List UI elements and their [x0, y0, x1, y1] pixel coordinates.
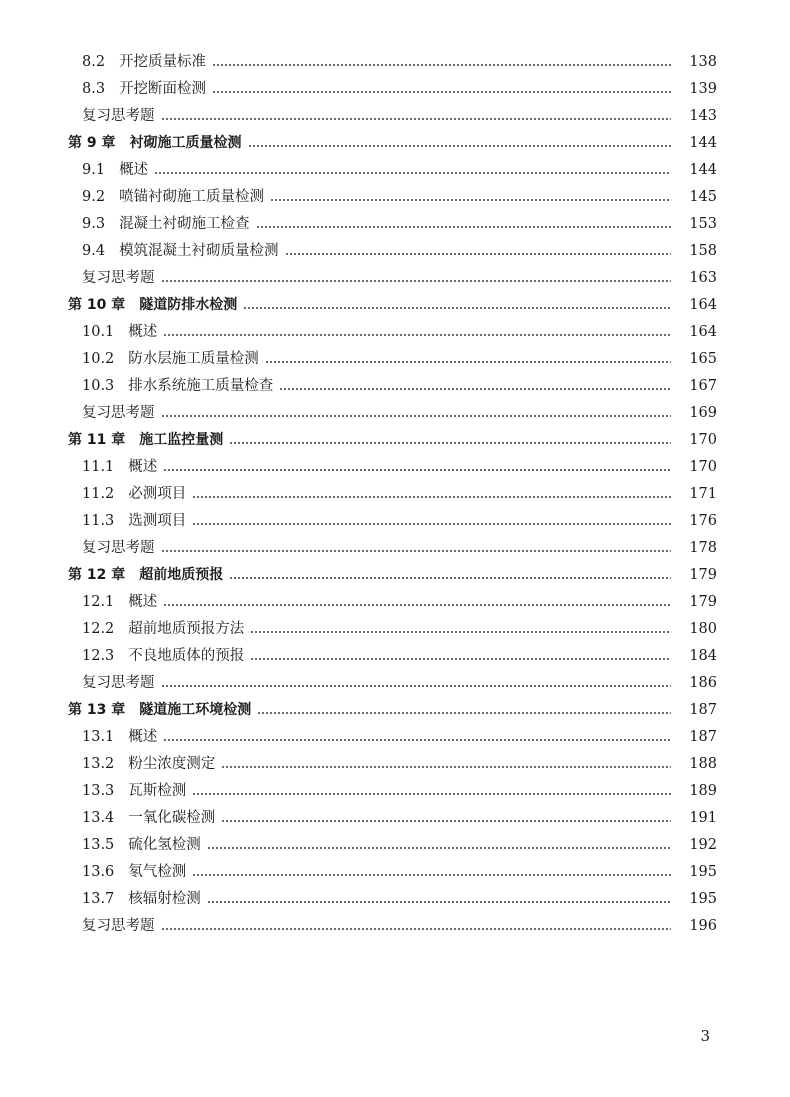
- toc-section-row[interactable]: [0, 319, 790, 346]
- toc-entry-title: 概述: [119, 162, 149, 178]
- toc-entry-page: 189: [689, 783, 717, 799]
- toc-entry-number: 9.3: [82, 216, 106, 232]
- toc-entry-title: 必测项目: [128, 486, 187, 502]
- dot-leader: [192, 874, 671, 876]
- toc-entry-title: 衬砌施工质量检测: [129, 135, 242, 151]
- dot-leader: [285, 253, 671, 255]
- toc-entry-number: 8.3: [82, 81, 106, 97]
- toc-entry-title: 混凝土衬砌施工检查: [119, 216, 250, 232]
- toc-entry-page: 144: [689, 162, 717, 178]
- toc-entry-title: 复习思考题: [82, 108, 155, 124]
- toc-entry-page: 191: [689, 810, 717, 826]
- toc-section-row[interactable]: [0, 643, 790, 670]
- toc-entry-page: 196: [689, 918, 717, 934]
- dot-leader: [229, 442, 671, 444]
- toc-entry-page: 165: [689, 351, 717, 367]
- dot-leader: [256, 226, 671, 228]
- dot-leader: [265, 361, 671, 363]
- toc-entry-page: 179: [689, 594, 717, 610]
- toc-entry-title: 复习思考题: [82, 540, 155, 556]
- toc-entry-number: 13.5: [82, 837, 115, 853]
- toc-entry-page: 180: [689, 621, 717, 637]
- dot-leader: [161, 685, 672, 687]
- toc-entry-title: 不良地质体的预报: [128, 648, 245, 664]
- toc-entry-number: 11.3: [82, 513, 115, 529]
- toc-entry-title: 隧道施工环境检测: [139, 702, 252, 718]
- dot-leader: [192, 793, 671, 795]
- dot-leader: [212, 64, 671, 66]
- toc-entry-title: 防水层施工质量检测: [128, 351, 259, 367]
- toc-entry-page: 167: [689, 378, 717, 394]
- toc-entry-number: 12.1: [82, 594, 115, 610]
- toc-section-row[interactable]: [0, 751, 790, 778]
- toc-entry-title: 氡气检测: [128, 864, 187, 880]
- toc-entry-number: 10.1: [82, 324, 115, 340]
- toc-entry-number: 13.4: [82, 810, 115, 826]
- toc-entry-title: 隧道防排水检测: [139, 297, 238, 313]
- dot-leader: [279, 388, 671, 390]
- dot-leader: [161, 550, 672, 552]
- toc-chapter-row[interactable]: [0, 697, 790, 724]
- toc-entry-page: 186: [689, 675, 717, 691]
- dot-leader: [163, 469, 671, 471]
- toc-section-row[interactable]: [0, 76, 790, 103]
- toc-section-row[interactable]: [0, 724, 790, 751]
- toc-section-row[interactable]: [0, 913, 790, 940]
- toc-section-row[interactable]: [0, 454, 790, 481]
- toc-section-row[interactable]: [0, 670, 790, 697]
- toc-entry-title: 模筑混凝土衬砌质量检测: [119, 243, 279, 259]
- dot-leader: [221, 820, 671, 822]
- toc-entry-title: 复习思考题: [82, 918, 155, 934]
- toc-entry-title: 超前地质预报: [139, 567, 224, 583]
- toc-section-row[interactable]: [0, 265, 790, 292]
- toc-section-row[interactable]: [0, 481, 790, 508]
- toc-chapter-row[interactable]: [0, 427, 790, 454]
- dot-leader: [257, 712, 671, 714]
- toc-entry-title: 开挖质量标准: [119, 54, 207, 70]
- dot-leader: [154, 172, 671, 174]
- toc-entry-title: 开挖断面检测: [119, 81, 207, 97]
- toc-entry-page: 145: [689, 189, 717, 205]
- toc-entry-title: 瓦斯检测: [128, 783, 187, 799]
- toc-entry-title: 概述: [128, 729, 158, 745]
- dot-leader: [212, 91, 671, 93]
- toc-entry-page: 171: [689, 486, 717, 502]
- toc-entry-page: 138: [689, 54, 717, 70]
- dot-leader: [161, 415, 672, 417]
- dot-leader: [192, 523, 671, 525]
- page-number: 3: [700, 1027, 710, 1045]
- toc-section-row[interactable]: [0, 589, 790, 616]
- toc-section-row[interactable]: [0, 211, 790, 238]
- dot-leader: [161, 928, 672, 930]
- toc-entry-page: 192: [689, 837, 717, 853]
- toc-entry-title: 概述: [128, 324, 158, 340]
- toc-entry-title: 核辐射检测: [128, 891, 201, 907]
- toc-entry-page: 176: [689, 513, 717, 529]
- toc-entry-title: 复习思考题: [82, 405, 155, 421]
- toc-entry-number: 第 13 章: [68, 702, 126, 718]
- toc-entry-title: 一氧化碳检测: [128, 810, 216, 826]
- toc-section-row[interactable]: [0, 535, 790, 562]
- toc-entry-page: 164: [689, 324, 717, 340]
- toc-entry-page: 188: [689, 756, 717, 772]
- dot-leader: [192, 496, 671, 498]
- toc-entry-number: 12.3: [82, 648, 115, 664]
- toc-entry-number: 11.1: [82, 459, 115, 475]
- toc-entry-number: 11.2: [82, 486, 115, 502]
- toc-section-row[interactable]: [0, 859, 790, 886]
- toc-entry-page: 164: [689, 297, 717, 313]
- toc-entry-title: 排水系统施工质量检查: [128, 378, 274, 394]
- toc-section-row[interactable]: [0, 373, 790, 400]
- toc-entry-page: 139: [689, 81, 717, 97]
- toc-entry-page: 144: [689, 135, 717, 151]
- dot-leader: [248, 145, 672, 147]
- toc-entry-page: 179: [689, 567, 717, 583]
- toc-section-row[interactable]: [0, 238, 790, 265]
- toc-chapter-row[interactable]: [0, 292, 790, 319]
- toc-entry-title: 概述: [128, 594, 158, 610]
- toc-entry-number: 第 9 章: [68, 135, 116, 151]
- toc-entry-number: 9.4: [82, 243, 106, 259]
- toc-section-row[interactable]: [0, 157, 790, 184]
- toc-entry-number: 13.2: [82, 756, 115, 772]
- table-of-contents: [0, 49, 790, 940]
- toc-entry-page: 163: [689, 270, 717, 286]
- dot-leader: [221, 766, 671, 768]
- toc-section-row[interactable]: [0, 184, 790, 211]
- dot-leader: [229, 577, 671, 579]
- toc-entry-number: 12.2: [82, 621, 115, 637]
- toc-entry-page: 187: [689, 702, 717, 718]
- toc-section-row[interactable]: [0, 778, 790, 805]
- toc-section-row[interactable]: [0, 49, 790, 76]
- toc-entry-number: 13.6: [82, 864, 115, 880]
- toc-entry-page: 184: [689, 648, 717, 664]
- toc-entry-title: 选测项目: [128, 513, 187, 529]
- dot-leader: [163, 739, 671, 741]
- toc-section-row[interactable]: [0, 616, 790, 643]
- dot-leader: [163, 604, 671, 606]
- dot-leader: [250, 658, 671, 660]
- toc-entry-page: 178: [689, 540, 717, 556]
- toc-entry-title: 概述: [128, 459, 158, 475]
- toc-entry-page: 187: [689, 729, 717, 745]
- toc-entry-number: 第 10 章: [68, 297, 126, 313]
- toc-chapter-row[interactable]: [0, 562, 790, 589]
- toc-section-row[interactable]: [0, 103, 790, 130]
- toc-entry-number: 13.3: [82, 783, 115, 799]
- toc-entry-number: 9.2: [82, 189, 106, 205]
- toc-section-row[interactable]: [0, 508, 790, 535]
- dot-leader: [270, 199, 671, 201]
- dot-leader: [161, 118, 672, 120]
- dot-leader: [250, 631, 671, 633]
- dot-leader: [207, 847, 671, 849]
- toc-entry-page: 169: [689, 405, 717, 421]
- toc-entry-title: 硫化氢检测: [128, 837, 201, 853]
- toc-entry-page: 143: [689, 108, 717, 124]
- toc-entry-number: 9.1: [82, 162, 106, 178]
- toc-entry-page: 170: [689, 459, 717, 475]
- toc-section-row[interactable]: [0, 346, 790, 373]
- toc-entry-page: 153: [689, 216, 717, 232]
- toc-entry-page: 158: [689, 243, 717, 259]
- toc-entry-page: 195: [689, 891, 717, 907]
- toc-entry-title: 施工监控量测: [139, 432, 224, 448]
- toc-chapter-row[interactable]: [0, 130, 790, 157]
- dot-leader: [243, 307, 671, 309]
- toc-entry-number: 13.1: [82, 729, 115, 745]
- toc-entry-number: 第 11 章: [68, 432, 126, 448]
- toc-entry-title: 复习思考题: [82, 270, 155, 286]
- dot-leader: [163, 334, 671, 336]
- toc-entry-number: 10.2: [82, 351, 115, 367]
- toc-section-row[interactable]: [0, 400, 790, 427]
- dot-leader: [207, 901, 671, 903]
- toc-entry-page: 195: [689, 864, 717, 880]
- toc-entry-number: 8.2: [82, 54, 106, 70]
- toc-entry-title: 超前地质预报方法: [128, 621, 245, 637]
- toc-entry-page: 170: [689, 432, 717, 448]
- toc-entry-title: 复习思考题: [82, 675, 155, 691]
- dot-leader: [161, 280, 672, 282]
- toc-section-row[interactable]: [0, 805, 790, 832]
- toc-section-row[interactable]: [0, 886, 790, 913]
- toc-entry-title: 粉尘浓度测定: [128, 756, 216, 772]
- toc-entry-number: 10.3: [82, 378, 115, 394]
- toc-entry-number: 第 12 章: [68, 567, 126, 583]
- toc-section-row[interactable]: [0, 832, 790, 859]
- toc-entry-title: 喷锚衬砌施工质量检测: [119, 189, 265, 205]
- toc-entry-number: 13.7: [82, 891, 115, 907]
